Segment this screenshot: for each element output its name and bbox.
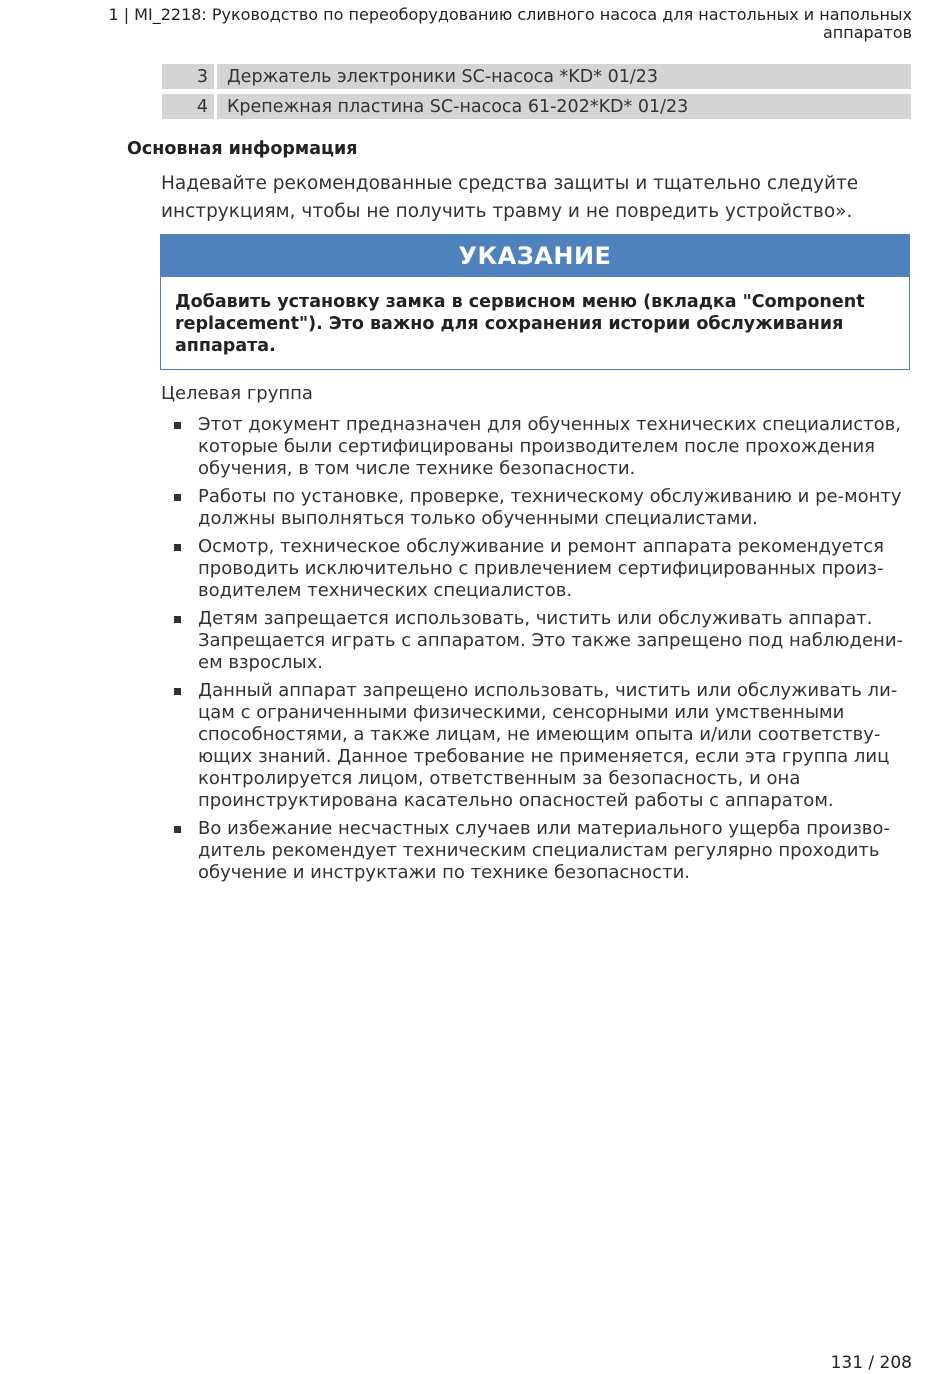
list-item bbox=[171, 486, 911, 530]
parts-table bbox=[162, 59, 911, 124]
page-number: 131 / 208 bbox=[830, 1353, 912, 1373]
part-description: Крепежная пластина SC-насоса 61-202*KD* 01/23 bbox=[217, 94, 911, 119]
list-item bbox=[171, 818, 911, 884]
bullet-square-icon bbox=[174, 494, 181, 501]
bullet-square-icon bbox=[174, 826, 181, 833]
bullet-square-icon bbox=[174, 616, 181, 623]
bullet-square-icon bbox=[174, 422, 181, 429]
list-item-text: Осмотр, техническое обслуживание и ремонт аппарата рекомендуется проводить исключительно с привлечением сертифицированных произ-водителем технических специалистов. bbox=[198, 536, 884, 601]
list-item-text: Данный аппарат запрещено использовать, чистить или обслуживать ли-цам с ограниченными физическими, сенсорными или умственными способностями, а также лицам, не имеющим опыта и/или соответству-ющих знаний. Данное требование не применяется, если эта группа лиц контролируется лицом, ответственным за безопасность, и она проинструктирована касательно опасностей работы с аппаратом. bbox=[198, 680, 898, 811]
list-item-text: Во избежание несчастных случаев или материального ущерба произво-дитель рекомендует техническим специалистам регулярно проходить обучение и инструктажи по технике безопасности. bbox=[198, 818, 890, 883]
list-item bbox=[171, 414, 911, 480]
table-row bbox=[162, 64, 911, 89]
list-item-text: Работы по установке, проверке, техническому обслуживанию и ре-монту должны выполняться только обученными специалистами. bbox=[198, 486, 902, 529]
bullet-square-icon bbox=[174, 544, 181, 551]
notice-box bbox=[160, 234, 910, 370]
header-title-line2: аппаратов bbox=[822, 23, 912, 42]
list-item-text: Этот документ предназначен для обученных технических специалистов, которые были сертифицированы производителем после прохождения обучения, в том числе технике безопасности. bbox=[198, 414, 901, 479]
list-item-text: Детям запрещается использовать, чистить или обслуживать аппарат. Запрещается играть с аппаратом. Это также запрещено под наблюдени-ем взрослых. bbox=[198, 608, 904, 673]
list-item bbox=[171, 536, 911, 602]
notice-title: УКАЗАНИЕ bbox=[161, 235, 909, 277]
page-header bbox=[32, 6, 912, 42]
table-row bbox=[162, 94, 911, 119]
part-description: Держатель электроники SC-насоса *KD* 01/23 bbox=[217, 64, 911, 89]
target-group-label: Целевая группа bbox=[161, 383, 313, 404]
part-number: 3 bbox=[162, 64, 217, 89]
bullet-square-icon bbox=[174, 688, 181, 695]
section-title: Основная информация bbox=[127, 139, 358, 159]
part-number: 4 bbox=[162, 94, 217, 119]
notice-text: Добавить установку замка в сервисном меню (вкладка "Component replacement"). Это важно для сохранения истории обслуживания аппарата. bbox=[175, 292, 865, 356]
target-group-list bbox=[171, 414, 911, 890]
intro-paragraph: Надевайте рекомендованные средства защиты и тщательно следуйте инструкциям, чтобы не получить травму и не повредить устройство». bbox=[161, 173, 859, 222]
list-item bbox=[171, 608, 911, 674]
header-title-line1: 1 | MI_2218: Руководство по переоборудованию сливного насоса для настольных и напольных bbox=[108, 5, 912, 24]
list-item bbox=[171, 680, 911, 812]
